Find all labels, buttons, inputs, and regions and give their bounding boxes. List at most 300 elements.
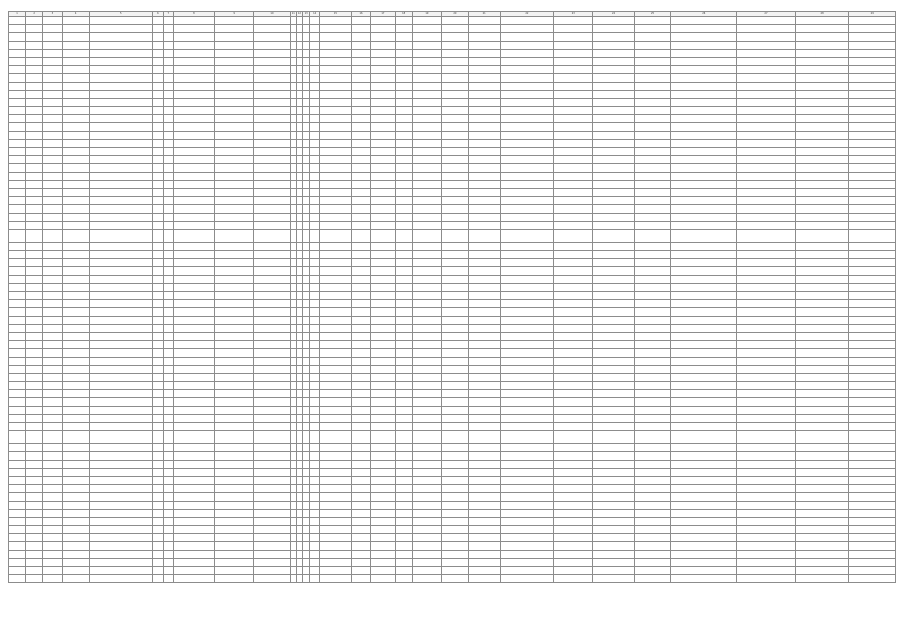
table-cell: [671, 57, 737, 65]
table-cell: [737, 382, 796, 390]
table-cell: [412, 390, 441, 398]
table-cell: [62, 229, 89, 242]
table-cell: [849, 526, 896, 534]
table-cell: [441, 316, 468, 324]
table-cell: [62, 423, 89, 431]
table-cell: [395, 213, 412, 221]
table-cell: [62, 308, 89, 316]
table-cell: [468, 373, 500, 381]
table-cell: [737, 398, 796, 406]
table-cell: [500, 332, 554, 340]
table-cell: [737, 41, 796, 49]
table-cell: [302, 41, 309, 49]
table-cell: [26, 468, 43, 476]
table-cell: [351, 468, 371, 476]
table-cell: [634, 452, 671, 460]
table-cell: [152, 414, 163, 422]
column-header: 18: [395, 12, 412, 17]
table-cell: [302, 148, 309, 156]
table-cell: [89, 131, 152, 139]
table-cell: [554, 382, 593, 390]
column-header: 28: [795, 12, 849, 17]
table-cell: [152, 17, 163, 25]
table-cell: [26, 476, 43, 484]
table-cell: [173, 308, 214, 316]
table-cell: [371, 156, 395, 164]
table-cell: [9, 98, 26, 106]
table-cell: [500, 188, 554, 196]
table-cell: [351, 575, 371, 583]
table-cell: [215, 575, 254, 583]
table-cell: [441, 221, 468, 229]
table-cell: [215, 382, 254, 390]
table-cell: [310, 365, 320, 373]
table-cell: [310, 180, 320, 188]
table-cell: [351, 382, 371, 390]
table-cell: [500, 259, 554, 267]
table-cell: [302, 558, 309, 566]
register-table: [8, 11, 896, 583]
table-cell: [468, 98, 500, 106]
table-cell: [371, 90, 395, 98]
table-cell: [310, 172, 320, 180]
table-cell: [500, 550, 554, 558]
table-cell: [849, 115, 896, 123]
table-cell: [302, 283, 309, 291]
table-cell: [371, 292, 395, 300]
table-cell: [351, 139, 371, 147]
table-cell: [441, 526, 468, 534]
table-cell: [849, 324, 896, 332]
table-cell: [320, 423, 352, 431]
table-cell: [254, 460, 291, 468]
table-cell: [351, 452, 371, 460]
table-cell: [554, 292, 593, 300]
table-cell: [152, 567, 163, 575]
table-cell: [89, 242, 152, 250]
table-cell: [152, 431, 163, 444]
table-cell: [441, 460, 468, 468]
table-cell: [163, 332, 173, 340]
table-cell: [152, 542, 163, 550]
table-cell: [634, 197, 671, 205]
table-cell: [500, 115, 554, 123]
table-cell: [500, 398, 554, 406]
table-cell: [320, 398, 352, 406]
table-cell: [849, 414, 896, 422]
table-cell: [468, 332, 500, 340]
table-row: [9, 542, 896, 550]
table-cell: [254, 452, 291, 460]
table-cell: [737, 517, 796, 525]
table-cell: [371, 188, 395, 196]
table-cell: [795, 485, 849, 493]
table-cell: [849, 398, 896, 406]
table-cell: [43, 267, 63, 275]
table-cell: [89, 485, 152, 493]
table-cell: [441, 229, 468, 242]
table-cell: [634, 74, 671, 82]
table-cell: [9, 213, 26, 221]
table-cell: [351, 542, 371, 550]
table-cell: [320, 414, 352, 422]
table-cell: [371, 390, 395, 398]
table-cell: [26, 123, 43, 131]
table-cell: [737, 431, 796, 444]
table-cell: [254, 205, 291, 213]
table-cell: [468, 431, 500, 444]
table-cell: [320, 213, 352, 221]
table-cell: [849, 357, 896, 365]
table-cell: [9, 308, 26, 316]
table-cell: [26, 398, 43, 406]
table-cell: [737, 542, 796, 550]
table-cell: [500, 66, 554, 74]
table-cell: [795, 139, 849, 147]
table-cell: [89, 431, 152, 444]
table-cell: [554, 575, 593, 583]
table-cell: [320, 300, 352, 308]
table-cell: [351, 316, 371, 324]
table-cell: [320, 431, 352, 444]
table-cell: [371, 205, 395, 213]
table-cell: [163, 131, 173, 139]
table-cell: [26, 17, 43, 25]
table-cell: [152, 41, 163, 49]
table-cell: [62, 542, 89, 550]
table-cell: [849, 267, 896, 275]
table-cell: [593, 382, 634, 390]
table-cell: [173, 275, 214, 283]
table-cell: [795, 107, 849, 115]
table-cell: [441, 107, 468, 115]
table-cell: [254, 534, 291, 542]
table-cell: [62, 251, 89, 259]
table-cell: [412, 213, 441, 221]
table-cell: [737, 324, 796, 332]
table-cell: [173, 74, 214, 82]
table-cell: [254, 509, 291, 517]
table-cell: [26, 242, 43, 250]
table-row: [9, 423, 896, 431]
table-cell: [412, 267, 441, 275]
table-cell: [310, 283, 320, 291]
table-cell: [26, 414, 43, 422]
table-cell: [152, 444, 163, 452]
table-cell: [554, 357, 593, 365]
table-cell: [254, 275, 291, 283]
table-cell: [26, 509, 43, 517]
table-cell: [412, 460, 441, 468]
table-cell: [468, 66, 500, 74]
table-cell: [671, 567, 737, 575]
table-cell: [395, 526, 412, 534]
table-cell: [163, 468, 173, 476]
table-cell: [441, 74, 468, 82]
table-cell: [9, 292, 26, 300]
table-cell: [371, 131, 395, 139]
table-cell: [593, 324, 634, 332]
table-cell: [500, 180, 554, 188]
table-cell: [671, 444, 737, 452]
table-cell: [89, 332, 152, 340]
table-cell: [737, 423, 796, 431]
table-cell: [500, 164, 554, 172]
table-cell: [849, 197, 896, 205]
table-cell: [441, 431, 468, 444]
table-cell: [351, 164, 371, 172]
table-cell: [468, 33, 500, 41]
table-cell: [671, 66, 737, 74]
table-cell: [62, 526, 89, 534]
table-row: [9, 115, 896, 123]
table-cell: [89, 414, 152, 422]
table-cell: [320, 357, 352, 365]
table-cell: [395, 534, 412, 542]
table-cell: [89, 398, 152, 406]
table-cell: [320, 25, 352, 33]
table-cell: [89, 382, 152, 390]
table-cell: [849, 431, 896, 444]
table-cell: [554, 509, 593, 517]
table-cell: [468, 406, 500, 414]
table-cell: [302, 308, 309, 316]
table-cell: [441, 259, 468, 267]
table-cell: [849, 517, 896, 525]
table-cell: [351, 123, 371, 131]
table-cell: [89, 558, 152, 566]
table-cell: [671, 90, 737, 98]
table-cell: [554, 501, 593, 509]
table-cell: [351, 292, 371, 300]
table-cell: [62, 476, 89, 484]
table-cell: [468, 292, 500, 300]
table-cell: [395, 357, 412, 365]
table-cell: [849, 509, 896, 517]
table-cell: [500, 172, 554, 180]
table-cell: [634, 41, 671, 49]
table-cell: [395, 205, 412, 213]
table-cell: [737, 115, 796, 123]
table-cell: [43, 300, 63, 308]
table-cell: [173, 242, 214, 250]
table-cell: [163, 382, 173, 390]
table-cell: [554, 148, 593, 156]
table-cell: [62, 213, 89, 221]
table-cell: [43, 485, 63, 493]
table-cell: [593, 98, 634, 106]
table-cell: [62, 242, 89, 250]
table-cell: [351, 259, 371, 267]
table-cell: [554, 476, 593, 484]
table-cell: [310, 156, 320, 164]
table-cell: [671, 49, 737, 57]
table-cell: [302, 493, 309, 501]
table-cell: [320, 259, 352, 267]
table-cell: [302, 229, 309, 242]
table-cell: [310, 534, 320, 542]
table-cell: [634, 251, 671, 259]
table-cell: [152, 57, 163, 65]
table-cell: [795, 542, 849, 550]
table-row: [9, 292, 896, 300]
table-cell: [9, 509, 26, 517]
table-cell: [320, 460, 352, 468]
table-cell: [26, 221, 43, 229]
table-cell: [849, 550, 896, 558]
table-cell: [500, 509, 554, 517]
table-cell: [500, 324, 554, 332]
table-cell: [9, 205, 26, 213]
table-cell: [302, 349, 309, 357]
table-cell: [62, 550, 89, 558]
table-cell: [89, 341, 152, 349]
table-cell: [849, 373, 896, 381]
table-cell: [371, 501, 395, 509]
table-cell: [395, 49, 412, 57]
table-cell: [43, 534, 63, 542]
table-cell: [302, 172, 309, 180]
table-cell: [9, 188, 26, 196]
table-cell: [468, 156, 500, 164]
table-cell: [500, 221, 554, 229]
table-cell: [43, 188, 63, 196]
table-cell: [849, 476, 896, 484]
table-cell: [634, 316, 671, 324]
table-row: [9, 476, 896, 484]
table-cell: [9, 131, 26, 139]
table-cell: [320, 493, 352, 501]
table-cell: [412, 423, 441, 431]
table-cell: [302, 452, 309, 460]
table-cell: [671, 373, 737, 381]
table-cell: [371, 332, 395, 340]
table-cell: [26, 275, 43, 283]
table-cell: [468, 468, 500, 476]
table-cell: [671, 349, 737, 357]
table-cell: [310, 242, 320, 250]
table-cell: [412, 41, 441, 49]
table-cell: [351, 148, 371, 156]
table-cell: [468, 542, 500, 550]
table-cell: [468, 267, 500, 275]
table-cell: [849, 283, 896, 291]
table-cell: [593, 49, 634, 57]
table-cell: [43, 398, 63, 406]
table-cell: [634, 493, 671, 501]
table-cell: [215, 509, 254, 517]
table-cell: [351, 324, 371, 332]
table-cell: [554, 33, 593, 41]
table-cell: [795, 292, 849, 300]
table-cell: [302, 365, 309, 373]
table-cell: [351, 221, 371, 229]
table-cell: [89, 517, 152, 525]
table-cell: [43, 550, 63, 558]
table-cell: [395, 164, 412, 172]
table-cell: [634, 341, 671, 349]
table-cell: [795, 197, 849, 205]
table-cell: [215, 501, 254, 509]
table-cell: [320, 251, 352, 259]
table-cell: [671, 41, 737, 49]
table-cell: [671, 205, 737, 213]
table-cell: [310, 308, 320, 316]
table-cell: [351, 485, 371, 493]
table-cell: [43, 197, 63, 205]
table-cell: [441, 476, 468, 484]
table-cell: [9, 550, 26, 558]
table-cell: [320, 332, 352, 340]
table-cell: [9, 414, 26, 422]
table-cell: [26, 382, 43, 390]
table-cell: [43, 390, 63, 398]
table-row: [9, 275, 896, 283]
table-cell: [554, 390, 593, 398]
table-cell: [671, 509, 737, 517]
table-cell: [441, 534, 468, 542]
table-cell: [795, 164, 849, 172]
table-cell: [395, 444, 412, 452]
table-cell: [554, 41, 593, 49]
table-row: [9, 398, 896, 406]
table-cell: [500, 517, 554, 525]
table-cell: [371, 431, 395, 444]
table-cell: [215, 82, 254, 90]
table-cell: [441, 205, 468, 213]
table-cell: [500, 493, 554, 501]
table-cell: [395, 139, 412, 147]
table-cell: [554, 74, 593, 82]
table-cell: [26, 373, 43, 381]
table-cell: [173, 259, 214, 267]
table-cell: [310, 349, 320, 357]
table-cell: [26, 49, 43, 57]
table-cell: [310, 267, 320, 275]
table-cell: [441, 324, 468, 332]
table-cell: [26, 197, 43, 205]
table-cell: [163, 292, 173, 300]
table-cell: [310, 131, 320, 139]
table-cell: [62, 25, 89, 33]
table-cell: [351, 526, 371, 534]
table-cell: [671, 283, 737, 291]
table-cell: [26, 332, 43, 340]
table-cell: [412, 107, 441, 115]
table-cell: [500, 485, 554, 493]
table-cell: [412, 431, 441, 444]
table-cell: [152, 332, 163, 340]
table-cell: [89, 107, 152, 115]
table-cell: [302, 98, 309, 106]
table-cell: [468, 398, 500, 406]
table-cell: [671, 25, 737, 33]
table-cell: [163, 242, 173, 250]
table-cell: [500, 251, 554, 259]
table-cell: [468, 390, 500, 398]
table-cell: [441, 292, 468, 300]
table-row: [9, 82, 896, 90]
table-cell: [634, 57, 671, 65]
table-cell: [412, 242, 441, 250]
table-cell: [593, 349, 634, 357]
table-cell: [173, 460, 214, 468]
table-cell: [468, 172, 500, 180]
table-cell: [310, 41, 320, 49]
table-cell: [26, 534, 43, 542]
column-header: 4: [62, 12, 89, 17]
table-cell: [371, 423, 395, 431]
